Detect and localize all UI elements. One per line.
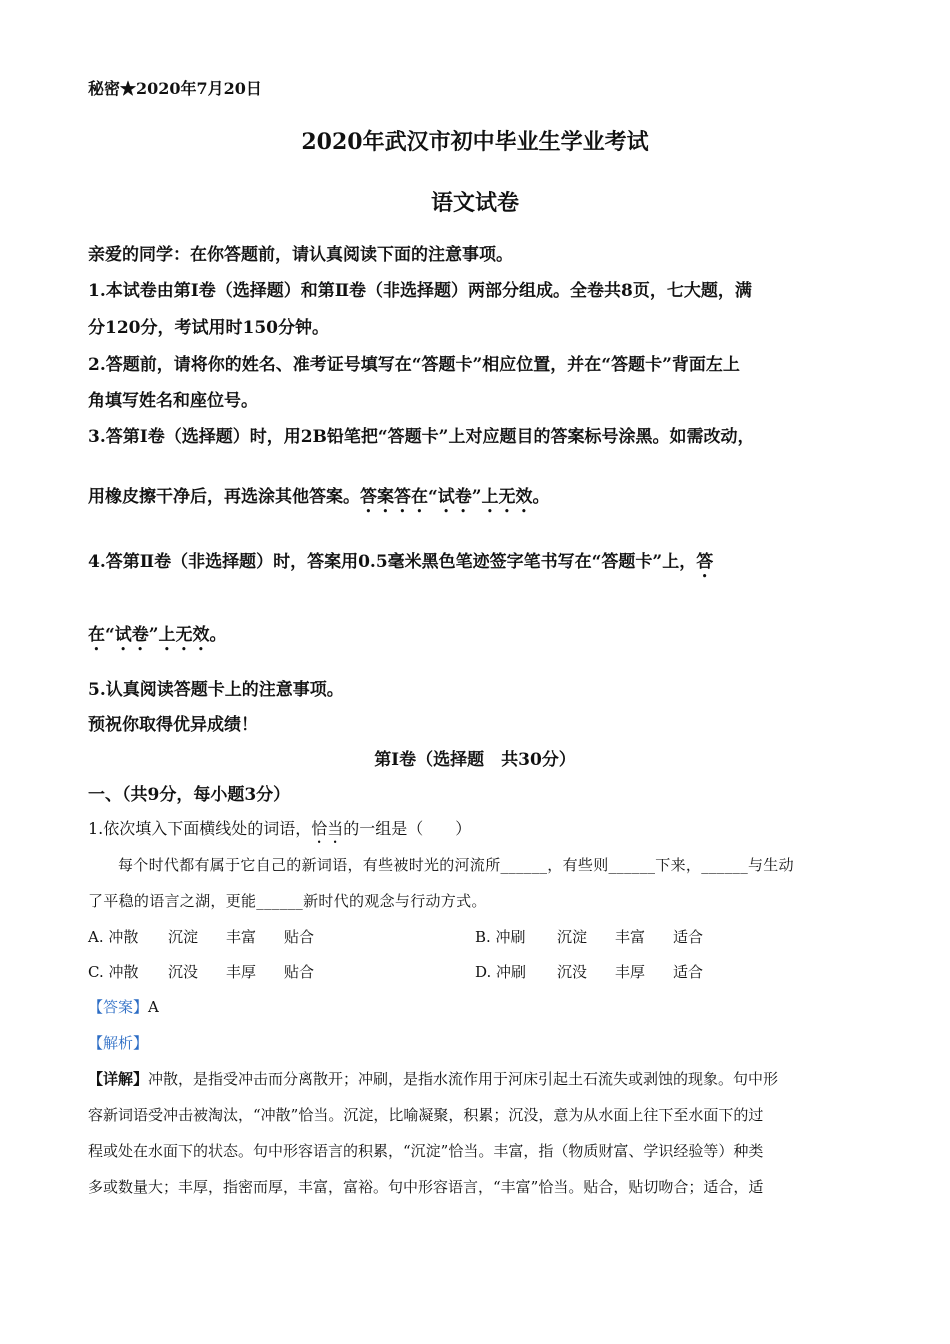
option-a [88, 926, 314, 947]
option-c-word-1: C. 冲散 [88, 963, 139, 981]
answer-tag: 【答案】 [88, 998, 149, 1016]
notice-wish: 预祝你取得优异成绩！ [88, 715, 258, 735]
option-d-word-2: 沉没 [557, 963, 588, 981]
notice-item-1-line-2: 分120分，考试用时150分钟。 [88, 318, 329, 338]
option-b-word-1: B. 冲刷 [475, 928, 526, 946]
notice-item-2-line-2: 角填写姓名和座位号。 [88, 391, 258, 411]
option-d-word-4: 适合 [673, 963, 704, 981]
notice-item-5: 5.认真阅读答题卡上的注意事项。 [88, 680, 344, 700]
notice-item-3-emphasis: 答案答在“试卷”上无效。 [360, 487, 550, 507]
detail-line-1 [88, 1068, 778, 1089]
option-b-word-3: 丰富 [615, 928, 646, 946]
passage-line-2: 了平稳的语言之湖，更能______新时代的观念与行动方式。 [88, 892, 487, 910]
analysis-tag: 【解析】 [88, 1034, 149, 1052]
notice-item-3-line-2 [88, 482, 550, 517]
option-a-word-3: 丰富 [226, 928, 257, 946]
passage-line-1: 每个时代都有属于它自己的新词语，有些被时光的河流所______，有些则______下来，______与生动 [118, 856, 794, 874]
question-1-stem-text: 1.依次填入下面横线处的词语， [88, 819, 312, 838]
question-1-stem-end: 的一组是（ ） [343, 819, 472, 838]
notice-intro: 亲爱的同学：在你答题前，请认真阅读下面的注意事项。 [88, 245, 513, 265]
notice-item-4-line-2 [88, 620, 227, 655]
detail-text-1: 冲散，是指受冲击而分离散开；冲刷，是指水流作用于河床引起土石流失或剥蚀的现象。句中形 [148, 1070, 779, 1088]
section-title: 第Ⅰ卷（选择题 共30分） [374, 750, 576, 770]
option-c-word-2: 沉没 [168, 963, 199, 981]
question-1-stem [88, 816, 471, 847]
option-d [475, 961, 703, 982]
detail-line-3: 程或处在水面下的状态。句中形容语言的积累，“沉淀”恰当。丰富，指（物质财富、学识经验等）种类 [88, 1142, 764, 1160]
exam-subtitle: 语文试卷 [430, 190, 519, 216]
option-b-word-4: 适合 [673, 928, 704, 946]
option-c-word-4: 贴合 [284, 963, 315, 981]
notice-item-4-emphasis-a: 答 [696, 552, 714, 572]
option-b [475, 926, 703, 947]
option-d-word-1: D. 冲刷 [475, 963, 527, 981]
option-c-word-3: 丰厚 [226, 963, 257, 981]
notice-item-3-text: 用橡皮擦干净后，再选涂其他答案。 [88, 487, 360, 507]
notice-item-2-line-1: 2.答题前，请将你的姓名、准考证号填写在“答题卡”相应位置，并在“答题卡”背面左上 [88, 355, 740, 375]
confidential-date: 秘密★2020年7月20日 [88, 79, 262, 98]
option-a-word-2: 沉淀 [168, 928, 199, 946]
detail-line-4: 多或数量大；丰厚，指密而厚，丰富，富裕。句中形容语言，“丰富”恰当。贴合，贴切吻合；适合，适 [88, 1178, 764, 1196]
question-1-emphasis: 恰当 [311, 819, 344, 838]
option-d-word-3: 丰厚 [615, 963, 646, 981]
detail-line-2: 容新词语受冲击被淘汰，“冲散”恰当。沉淀，比喻凝聚，积累；沉没，意为从水面上往下至水面下的过 [88, 1106, 764, 1124]
notice-item-4-line-1 [88, 547, 713, 582]
notice-item-4-emphasis-b: 在“试卷”上无效。 [88, 625, 227, 645]
answer-row [88, 996, 159, 1017]
section-part: 一、（共9分，每小题3分） [88, 785, 291, 805]
notice-item-1-line-1: 1.本试卷由第Ⅰ卷（选择题）和第Ⅱ卷（非选择题）两部分组成。全卷共8页，七大题，满 [88, 281, 752, 301]
notice-item-3-line-1: 3.答第Ⅰ卷（选择题）时，用2B铅笔把“答题卡”上对应题目的答案标号涂黑。如需改动， [88, 427, 755, 447]
detail-label: 【详解】 [88, 1070, 149, 1088]
answer-value: A [148, 998, 159, 1016]
notice-item-4-text: 4.答第Ⅱ卷（非选择题）时，答案用0.5毫米黑色笔迹签字笔书写在“答题卡”上， [88, 552, 697, 572]
option-a-word-4: 贴合 [284, 928, 315, 946]
option-c [88, 961, 314, 982]
option-b-word-2: 沉淀 [557, 928, 588, 946]
exam-title: 2020年武汉市初中毕业生学业考试 [301, 129, 649, 155]
option-a-word-1: A. 冲散 [88, 928, 139, 946]
